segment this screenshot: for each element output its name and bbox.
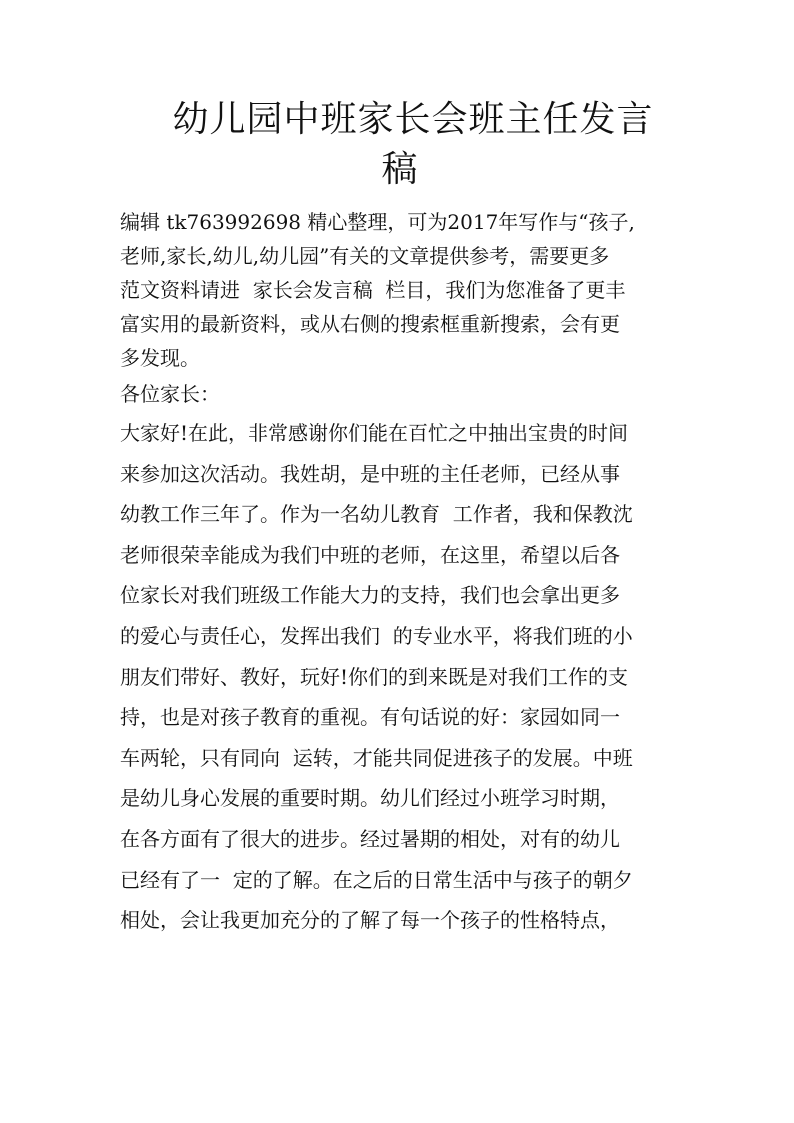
intro-line: 多发现。 xyxy=(120,346,200,370)
speech-line: 朋友们带好、教好，玩好!你们的到来既是对我们工作的支 xyxy=(120,664,629,689)
intro-line: 范文资料请进 家长会发言稿 栏目，我们为您准备了更丰 xyxy=(120,278,626,302)
intro-paragraph xyxy=(120,205,665,375)
speech-line: 在各方面有了很大的进步。经过暑期的相处，对有的幼儿 xyxy=(120,826,620,851)
speech-line: 车两轮，只有同向 运转，才能共同促进孩子的发展。中班 xyxy=(120,745,633,770)
document-body xyxy=(120,205,665,941)
speech-line: 已经有了一 定的了解。在之后的日常生活中与孩子的朝夕 xyxy=(120,867,633,892)
intro-line: 老师,家长,幼儿,幼儿园”有关的文章提供参考，需要更多 xyxy=(120,244,610,268)
speech-paragraph xyxy=(120,413,665,941)
speech-line: 幼教工作三年了。作为一名幼儿教育 工作者，我和保教沈 xyxy=(120,502,633,527)
document-title xyxy=(120,96,680,194)
intro-line: 富实用的最新资料，或从右侧的搜索框重新搜索，会有更 xyxy=(120,312,620,336)
speech-line: 是幼儿身心发展的重要时期。幼儿们经过小班学习时期， xyxy=(120,786,620,811)
speech-line: 大家好!在此，非常感谢你们能在百忙之中抽出宝贵的时间 xyxy=(120,421,629,445)
speech-line: 老师很荣幸能成为我们中班的老师，在这里，希望以后各 xyxy=(120,542,620,567)
intro-line: 编辑 tk763992698 精心整理，可为2017年写作与“孩子, xyxy=(120,210,635,234)
speech-line: 持，也是对孩子教育的重视。有句话说的好：家园如同一 xyxy=(120,705,620,730)
speech-line: 相处，会让我更加充分的了解了每一个孩子的性格特点， xyxy=(120,908,620,933)
title-line-2: 稿 xyxy=(381,149,419,190)
title-line-1: 幼儿园中班家长会班主任发言 xyxy=(172,99,654,140)
speech-line: 位家长对我们班级工作能大力的支持，我们也会拿出更多 xyxy=(120,583,620,608)
speech-line: 来参加这次活动。我姓胡，是中班的主任老师，已经从事 xyxy=(120,461,620,486)
salutation: 各位家长： xyxy=(120,382,220,406)
speech-line: 的爱心与责任心，发挥出我们 的专业水平，将我们班的小 xyxy=(120,623,633,648)
